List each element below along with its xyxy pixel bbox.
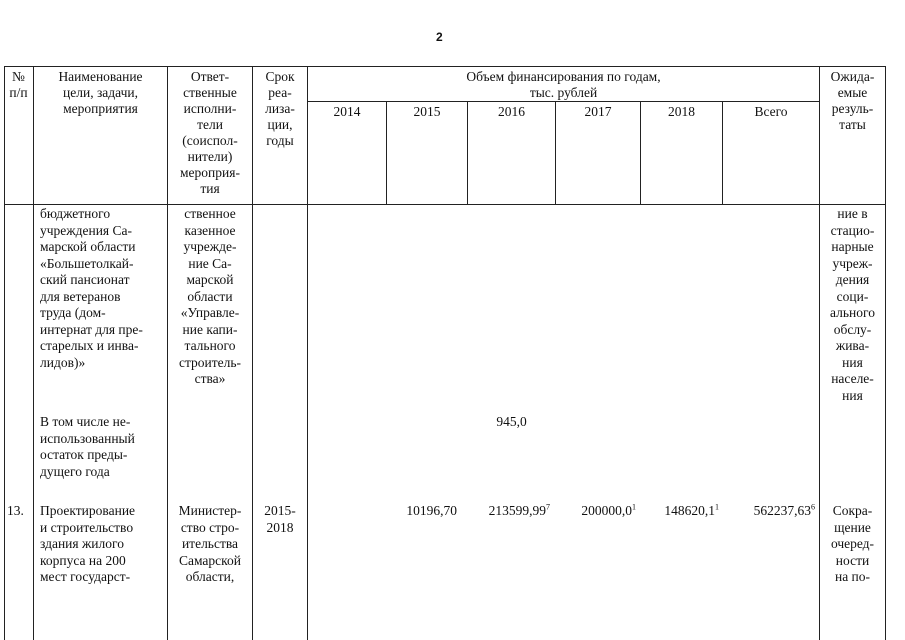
row13-total (723, 503, 815, 520)
header-name: Наименование цели, задачи, мероприятия (58, 69, 143, 116)
row13-responsible: Министер- ство стро- ительства Самарской области, (178, 503, 242, 584)
header-num: № п/п (9, 69, 28, 100)
row13-value-2017-footnote: 1 (632, 502, 636, 512)
row13-term: 2015- 2018 (264, 503, 296, 535)
header-total: Всего (754, 104, 788, 119)
page-number: 2 (436, 30, 443, 44)
header-year-2016: 2016 (498, 104, 525, 119)
header-year-2015: 2015 (413, 104, 441, 119)
row13-name: Проектирование и строительство здания жилого корпуса на 200 мест государст- (40, 503, 136, 584)
header-year-2018: 2018 (668, 104, 695, 119)
row13-num: 13. (7, 503, 24, 518)
row-sub-name: В том числе не- использованный остаток преды- дущего года (40, 414, 135, 479)
row13-value-2015: 10196,70 (406, 503, 457, 518)
row-cont-name: бюджетного учреждения Са- марской области «Большетолкай- ский пансионат для ветеранов труда (дом- интернат для пре- старелых и инва- лидов)» (40, 206, 143, 370)
row13-value-2017-number: 200000,0 (581, 503, 632, 518)
row13-results: Сокра- щение очеред- ности на по- (830, 503, 875, 584)
row13-value-2016 (468, 503, 550, 520)
header-responsible: Ответ- ственные исполни- тели (соиспол- нители) мероприя- тия (180, 69, 240, 196)
row13-total-footnote: 6 (811, 502, 815, 512)
header-funding: Объем финансирования по годам, тыс. рублей (466, 69, 661, 100)
row-cont-responsible: ственное казенное учрежде- ние Са- марской области «Управле- ние капи- тального строитель- ства» (178, 206, 242, 386)
row13-total-number: 562237,63 (753, 503, 811, 518)
header-results: Ожида- емые резуль- таты (830, 69, 875, 132)
header-year-2017: 2017 (584, 104, 612, 119)
row-sub-value-2016: 945,0 (496, 414, 527, 429)
header-term: Срок реа- лиза- ции, годы (265, 69, 295, 148)
row13-value-2016-number: 213599,99 (488, 503, 546, 518)
row13-value-2018-footnote: 1 (715, 502, 719, 512)
row13-value-2016-footnote: 7 (546, 502, 550, 512)
row-cont-results: ние в стацио- нарные учреж- дения соци- ального обслу- жива- ния населе- ния (830, 206, 875, 403)
row13-value-2018-number: 148620,1 (664, 503, 715, 518)
row13-value-2017 (556, 503, 636, 520)
row13-value-2018 (641, 503, 719, 520)
header-year-2014: 2014 (333, 104, 361, 119)
